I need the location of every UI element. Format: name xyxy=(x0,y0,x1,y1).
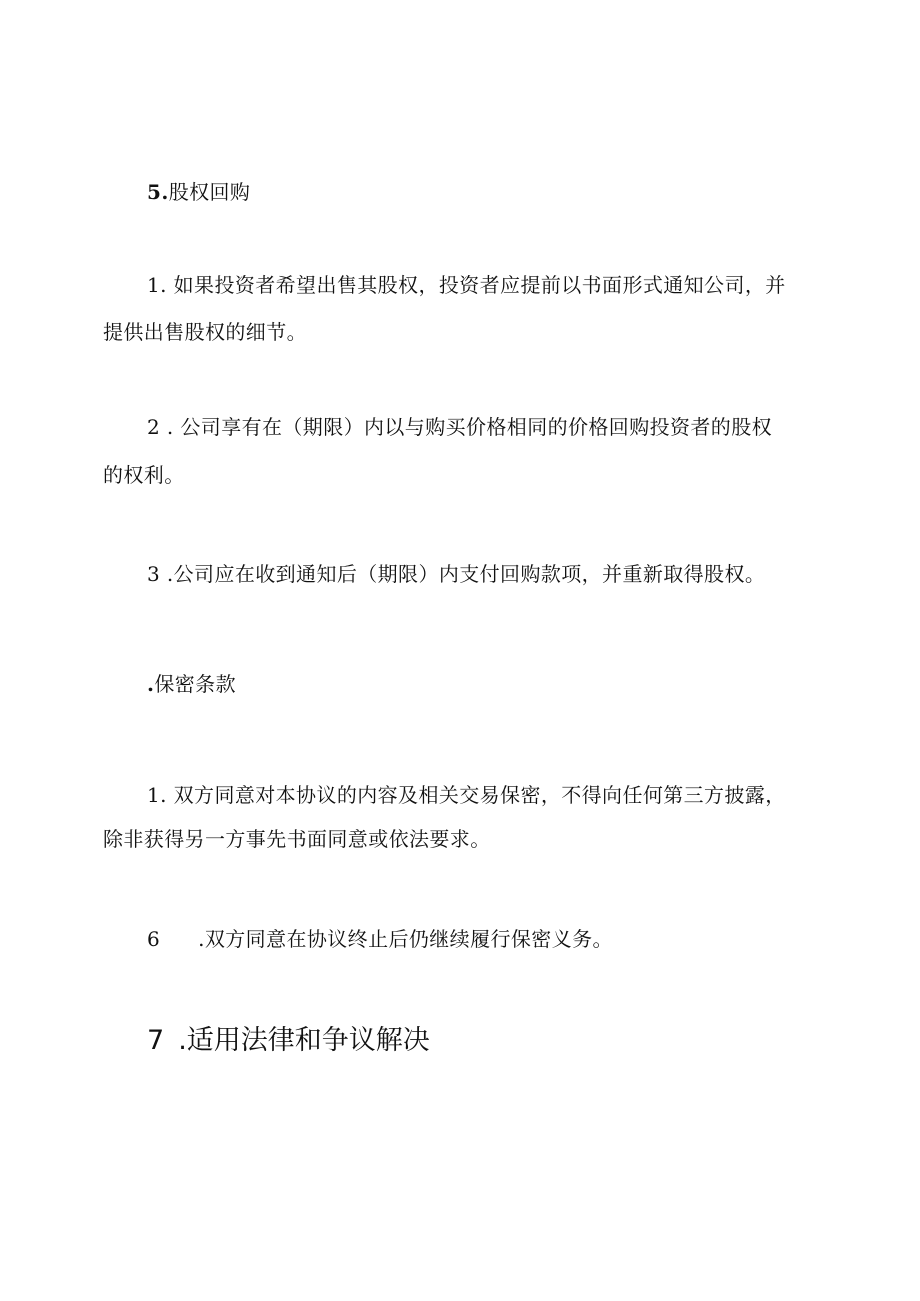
clause-3-line-1: 3 .公司应在收到通知后（期限）内支付回购款项，并重新取得股权。 xyxy=(147,562,766,586)
clause-2-line-1: 2 . 公司享有在（期限）内以与购买价格相同的价格回购投资者的股权 xyxy=(147,415,772,439)
clause-1-line-1: 1. 如果投资者希望出售其股权，投资者应提前以书面形式通知公司，并 xyxy=(147,273,786,297)
section-7-title: .适用法律和争议解决 xyxy=(178,1025,430,1056)
confidentiality-clause-1-line-2: 除非获得另一方事先书面同意或依法要求。 xyxy=(103,827,491,851)
section-7-heading xyxy=(147,1025,430,1057)
clause-1-line-2: 提供出售股权的细节。 xyxy=(103,320,307,344)
section-5-title: 股权回购 xyxy=(168,180,251,204)
clause-6-number: 6 xyxy=(147,927,161,951)
confidentiality-title: 保密条款 xyxy=(154,672,236,696)
confidentiality-heading xyxy=(147,672,236,696)
clause-2-line-2: 的权利。 xyxy=(103,463,185,487)
section-5-heading xyxy=(147,180,250,204)
section-7-number: 7 xyxy=(147,1025,165,1056)
confidentiality-clause-1-line-1: 1. 双方同意对本协议的内容及相关交易保密，不得向任何第三方披露， xyxy=(147,783,786,807)
confidentiality-number: . xyxy=(147,672,155,696)
clause-6-text: .双方同意在协议终止后仍继续履行保密义务。 xyxy=(198,927,613,951)
confidentiality-clause-6 xyxy=(147,927,613,951)
section-5-number: 5. xyxy=(147,180,169,204)
